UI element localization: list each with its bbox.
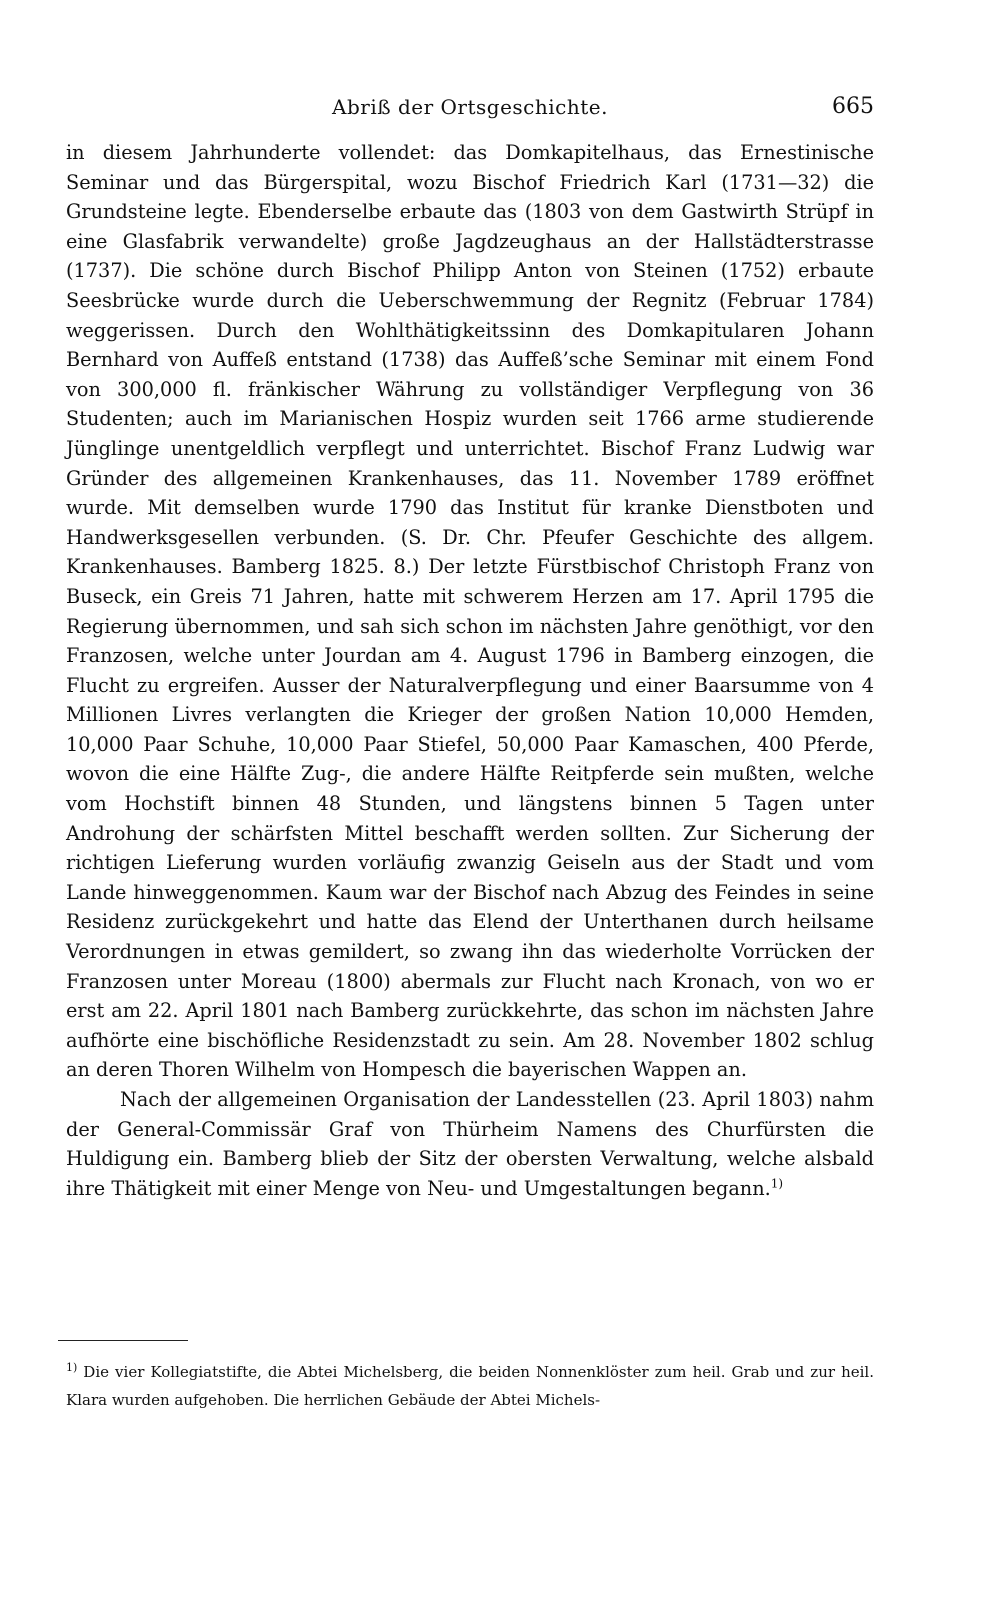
page-header <box>66 92 874 122</box>
footnote <box>66 1358 874 1414</box>
footnote-mark: 1) <box>66 1361 78 1374</box>
paragraph-2-text: Nach der allgemeinen Organisation der Landesstellen (23. April 1803) nahm der General-Commissär Graf von Thürheim Namens des Churfürsten die Huldigung ein. Bamberg blieb der Sitz der obersten Verwaltung, welche alsbald ihre Thätigkeit mit einer Menge von Neu- und Umgestaltungen begann. <box>66 1088 874 1200</box>
footnote-separator-rule <box>58 1340 188 1341</box>
main-text <box>66 138 874 1203</box>
page-number: 665 <box>832 94 874 119</box>
footnote-reference[interactable]: 1) <box>770 1176 784 1191</box>
paragraph-2 <box>66 1085 874 1203</box>
paragraph-1: in diesem Jahrhunderte vollendet: das Domkapitelhaus, das Ernestinische Seminar und das Bürgerspital, wozu Bischof Friedrich Karl (1731—32) die Grundsteine legte. Ebenderselbe erbaute das (1803 von dem Gastwirth Strüpf in eine Glasfabrik verwandelte) große Jagdzeughaus an der Hallstädterstrasse (1737). Die schöne durch Bischof Philipp Anton von Steinen (1752) erbaute Seesbrücke wurde durch die Ueberschwemmung der Regnitz (Februar 1784) weggerissen. Durch den Wohlthätigkeitssinn des Domkapitularen Johann Bernhard von Auffeß entstand (1738) das Auffeß’sche Seminar mit einem Fond von 300,000 fl. fränkischer Währung zu vollständiger Verpflegung von 36 Studenten; auch im Marianischen Hospiz wurden seit 1766 arme studierende Jünglinge unentgeldlich verpflegt und unterrichtet. Bischof Franz Ludwig war Gründer des allgemeinen Krankenhauses, das 11. November 1789 eröffnet wurde. Mit demselben wurde 1790 das Institut für kranke Dienstboten und Handwerksgesellen verbunden. (S. Dr. Chr. Pfeufer Geschichte des allgem. Krankenhauses. Bamberg 1825. 8.) Der letzte Fürstbischof Christoph Franz von Buseck, ein Greis 71 Jahren, hatte mit schwerem Herzen am 17. April 1795 die Regierung übernommen, und sah sich schon im nächsten Jahre genöthigt, vor den Franzosen, welche unter Jourdan am 4. August 1796 in Bamberg einzogen, die Flucht zu ergreifen. Ausser der Naturalverpflegung und einer Baarsumme von 4 Millionen Livres verlangten die Krieger der großen Nation 10,000 Hemden, 10,000 Paar Schuhe, 10,000 Paar Stiefel, 50,000 Paar Kamaschen, 400 Pferde, wovon die eine Hälfte Zug-, die andere Hälfte Reitpferde sein mußten, welche vom Hochstift binnen 48 Stunden, und längstens binnen 5 Tagen unter Androhung der schärfsten Mittel beschafft werden sollten. Zur Sicherung der richtigen Lieferung wurden vorläufig zwanzig Geiseln aus der Stadt und vom Lande hinweggenommen. Kaum war der Bischof nach Abzug des Feindes in seine Residenz zurückgekehrt und hatte das Elend der Unterthanen durch heilsame Verordnungen in etwas gemildert, so zwang ihn das wiederholte Vorrücken der Franzosen unter Moreau (1800) abermals zur Flucht nach Kronach, von wo er erst am 22. April 1801 nach Bamberg zurückkehrte, das schon im nächsten Jahre aufhörte eine bischöfliche Residenzstadt zu sein. Am 28. November 1802 schlug an deren Thoren Wilhelm von Hompesch die bayerischen Wappen an. <box>66 141 874 1082</box>
footnote-text: Die vier Kollegiatstifte, die Abtei Michelsberg, die beiden Nonnenklöster zum heil. Grab und zur heil. Klara wurden aufgehoben. Die herrlichen Gebäude der Abtei Michels- <box>66 1363 874 1409</box>
running-title: Abriß der Ortsgeschichte. <box>332 95 608 119</box>
